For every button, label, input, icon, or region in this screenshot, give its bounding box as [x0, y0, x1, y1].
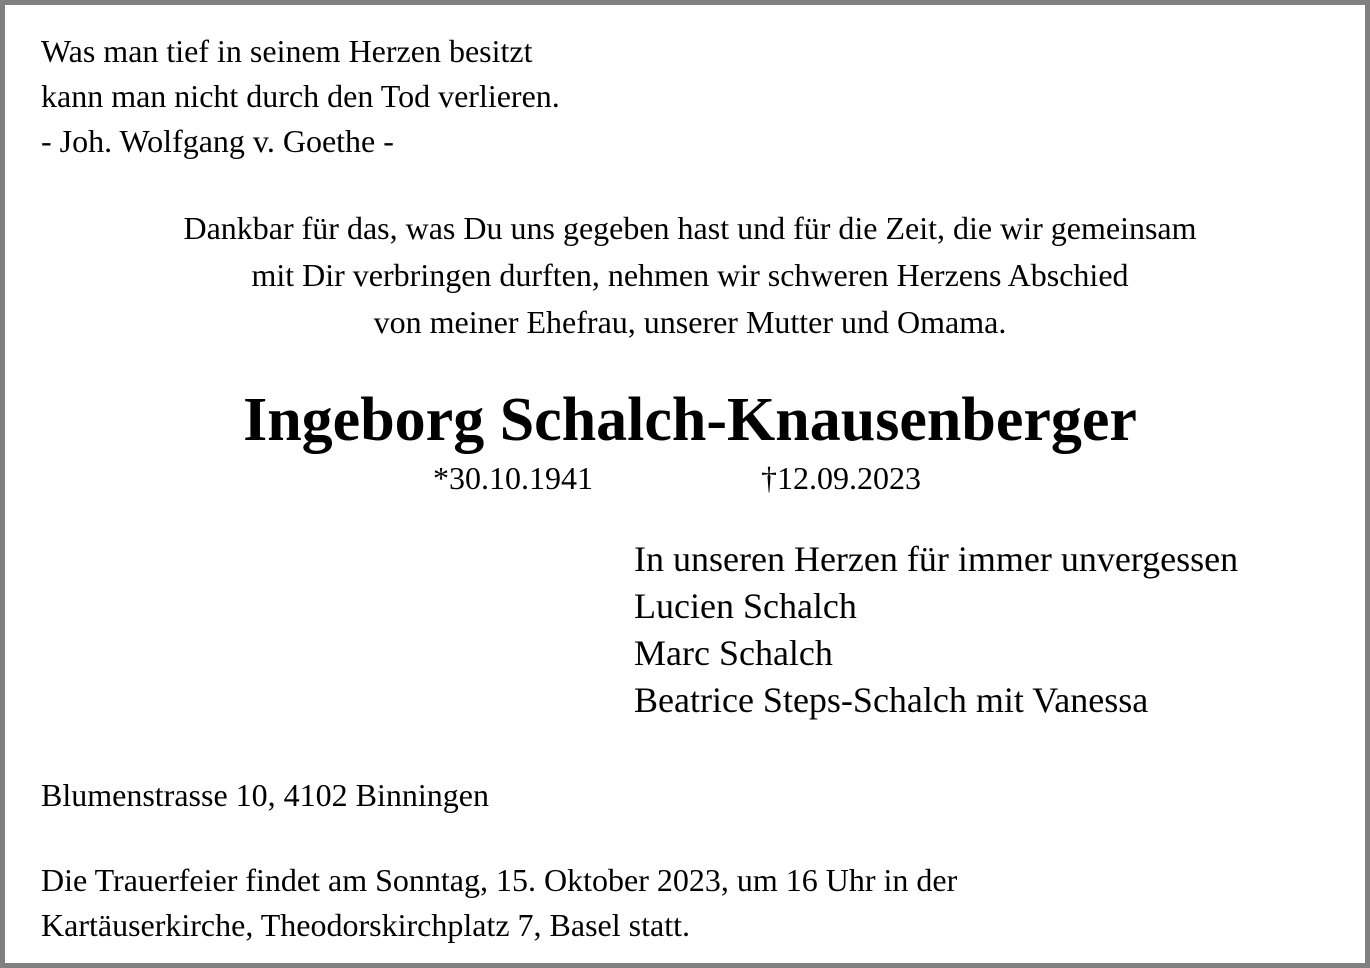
farewell-text [5, 205, 1370, 346]
quote-line: kann man nicht durch den Tod verlieren. [41, 78, 560, 114]
farewell-line: Dankbar für das, was Du uns gegeben hast und für die Zeit, die wir gemeinsam [183, 210, 1197, 246]
ceremony-info [41, 858, 957, 948]
mourners-heading: In unseren Herzen für immer unvergessen [634, 539, 1239, 579]
death-date: †12.09.2023 [761, 460, 921, 496]
goethe-quote [41, 29, 560, 164]
quote-line: Was man tief in seinem Herzen besitzt [41, 33, 533, 69]
farewell-line: mit Dir verbringen durften, nehmen wir schweren Herzens Abschied [251, 257, 1129, 293]
farewell-line: von meiner Ehefrau, unserer Mutter und Omama. [373, 304, 1007, 340]
ceremony-line: Die Trauerfeier findet am Sonntag, 15. Oktober 2023, um 16 Uhr in der [41, 862, 958, 898]
mourners-list [634, 536, 1238, 724]
mourner-name: Beatrice Steps-Schalch mit Vanessa [634, 680, 1149, 720]
quote-author: - Joh. Wolfgang v. Goethe - [41, 123, 394, 159]
ceremony-line: Kartäuserkirche, Theodorskirchplatz 7, Basel statt. [41, 907, 690, 943]
mourner-name: Marc Schalch [634, 633, 833, 673]
mourner-name: Lucien Schalch [634, 586, 857, 626]
deceased-name: Ingeborg Schalch-Knausenberger [243, 386, 1137, 454]
family-address: Blumenstrasse 10, 4102 Binningen [41, 777, 489, 813]
birth-date: *30.10.1941 [433, 460, 593, 496]
